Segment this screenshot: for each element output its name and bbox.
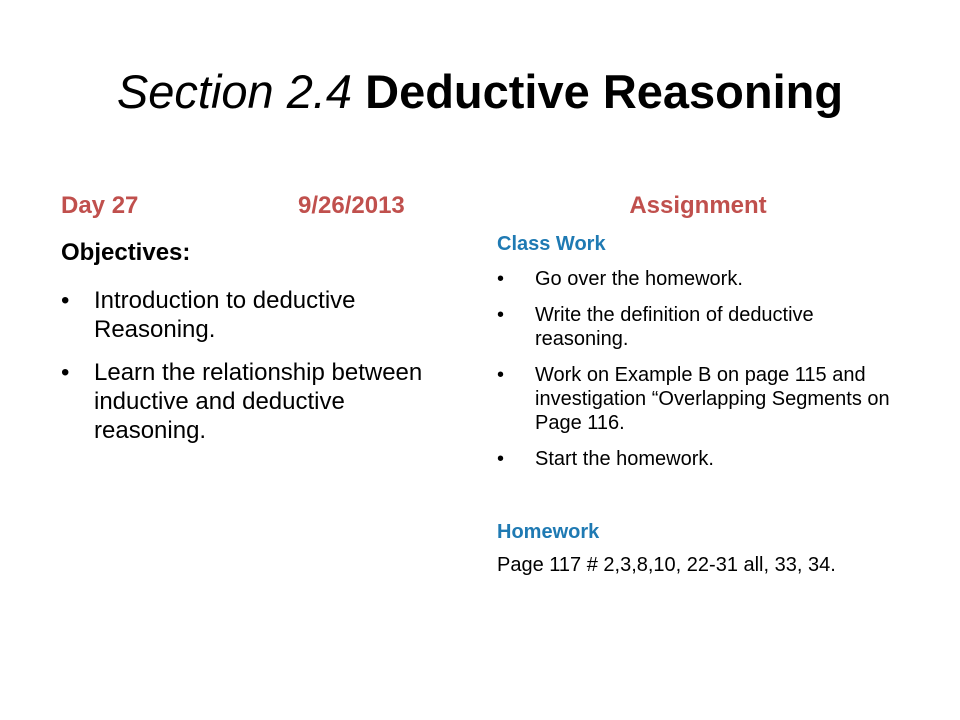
objective-item: • Learn the relationship between inductive and deductive reasoning. (61, 358, 446, 445)
classwork-item: • Write the definition of deductive reasoning. (497, 303, 899, 351)
homework-heading: Homework (497, 521, 600, 543)
title-topic: Deductive Reasoning (365, 65, 844, 118)
classwork-item: • Start the homework. (497, 447, 899, 471)
classwork-heading: Class Work (497, 233, 606, 255)
assignment-heading: Assignment (629, 192, 767, 219)
objective-item: • Introduction to deductive Reasoning. (61, 286, 446, 344)
date-label: 9/26/2013 (298, 192, 405, 219)
title-section-number: Section 2.4 (116, 65, 353, 118)
objectives-heading: Objectives: (61, 239, 191, 266)
classwork-item: • Work on Example B on page 115 and investigation “Overlapping Segments on Page 116. (497, 363, 899, 435)
objectives-list (61, 286, 446, 459)
homework-text: Page 117 # 2,3,8,10, 22-31 all, 33, 34. (497, 554, 836, 576)
day-date-row (61, 192, 439, 220)
slide-title (0, 62, 960, 122)
classwork-item: • Go over the homework. (497, 267, 899, 291)
day-label: Day 27 (61, 192, 139, 219)
classwork-list (497, 267, 899, 483)
